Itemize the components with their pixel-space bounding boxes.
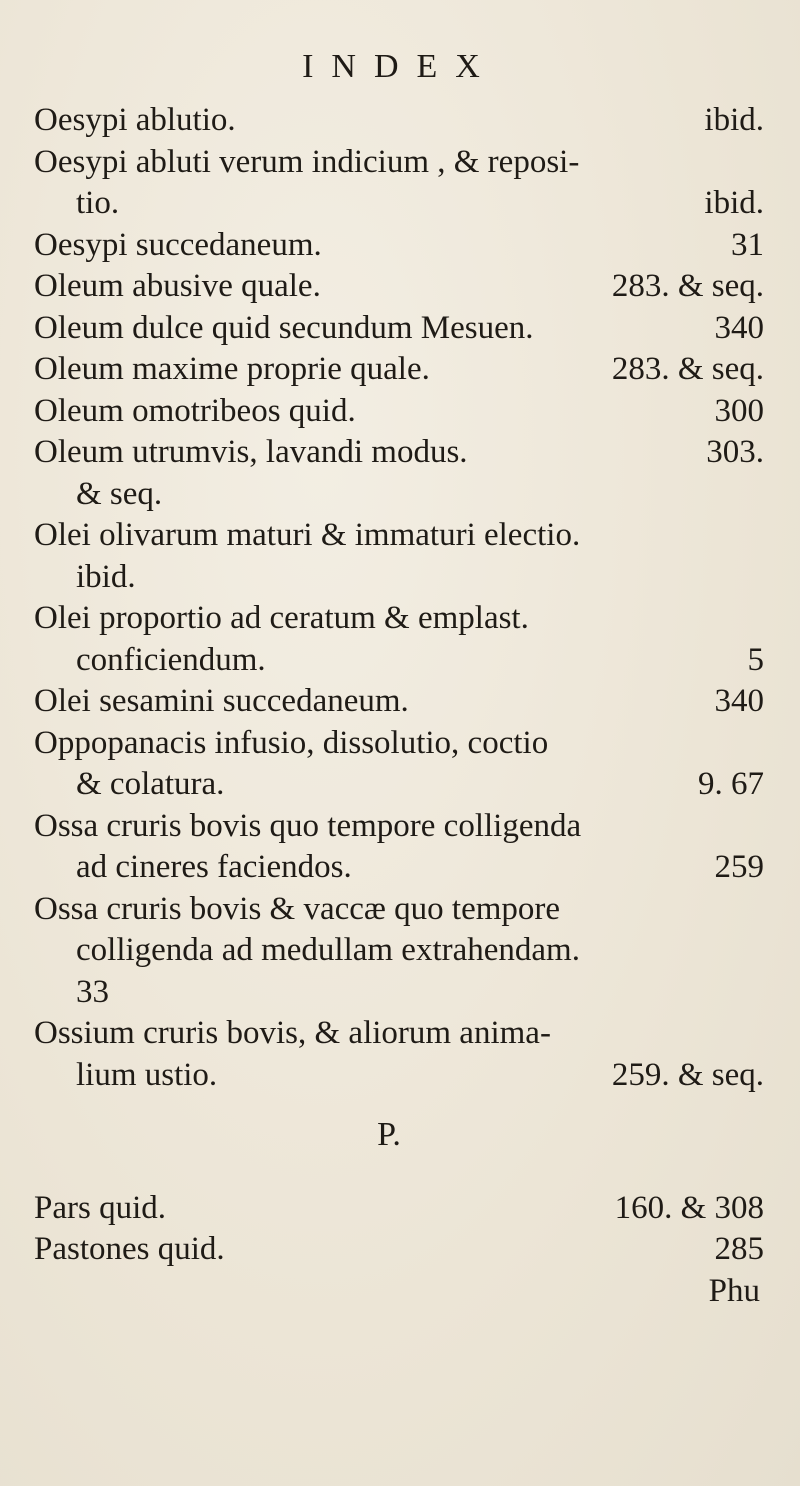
index-entry: [34, 391, 764, 433]
entry-continuation-line: [34, 640, 764, 682]
entry-text: Ossa cruris bovis & vaccæ quo tempore: [34, 890, 561, 927]
entry-page-ref: ibid.: [704, 185, 764, 221]
entry-page-ref: 340: [714, 309, 764, 346]
index-entries: [34, 100, 764, 1312]
entry-text: Ossa cruris bovis quo tempore colligenda: [34, 807, 582, 844]
entry-line: [34, 806, 764, 848]
entry-continuation-line: [34, 764, 764, 806]
entry-page-ref: [752, 557, 764, 599]
index-entry: [34, 515, 764, 598]
section-letter: P.: [377, 1116, 401, 1153]
entry-page-ref: [752, 515, 764, 557]
index-entry: [34, 1013, 764, 1096]
entry-text: Oleum maxime proprie quale.: [34, 351, 430, 387]
entry-line: [34, 1229, 764, 1271]
entry-text: & seq.: [76, 475, 163, 512]
entry-group-o: [34, 100, 764, 1096]
entry-text: ibid.: [76, 558, 136, 595]
entry-continuation-line: [34, 557, 764, 599]
index-entry: [34, 266, 764, 308]
entry-continuation-line: [34, 183, 764, 225]
index-entry: [34, 598, 764, 681]
entry-continuation-line: [34, 930, 764, 972]
catchword: Phu: [708, 1272, 760, 1309]
entry-page-ref: 31: [731, 226, 764, 263]
entry-text: colligenda ad medullam extrahendam.: [76, 932, 580, 968]
entry-line: [34, 889, 764, 931]
entry-line: [34, 1188, 764, 1230]
index-entry: [34, 723, 764, 806]
entry-continuation-line: [34, 847, 764, 889]
entry-line: [34, 391, 764, 433]
entry-text: 33: [76, 973, 109, 1010]
entry-page-ref: 283. & seq.: [611, 268, 764, 304]
entry-line: [34, 1013, 764, 1055]
entry-text: lium ustio.: [76, 1056, 218, 1093]
entry-continuation-line: [34, 972, 764, 1014]
entry-page-ref: 259. & seq.: [611, 1056, 764, 1093]
entry-text: Oppopanacis infusio, dissolutio, coctio: [34, 724, 549, 761]
entry-page-ref: 300: [714, 392, 764, 429]
entry-line: [34, 308, 764, 350]
entry-text: tio.: [76, 185, 120, 221]
entry-page-ref: 160. & 308: [614, 1189, 764, 1226]
index-entry: [34, 225, 764, 267]
running-head: INDEX: [302, 48, 498, 85]
entry-line: [34, 598, 764, 640]
index-entry: [34, 889, 764, 1014]
entry-page-ref: 285: [714, 1231, 764, 1267]
entry-line: [34, 723, 764, 765]
entry-text: Oleum utrumvis, lavandi modus.: [34, 434, 468, 470]
entry-text: Oesypi abluti verum indicium , & reposi-: [34, 143, 580, 180]
index-entry: [34, 432, 764, 515]
entry-continuation-line: [34, 474, 764, 516]
entry-text: Olei olivarum maturi & immaturi electio.: [34, 517, 581, 553]
entry-page-ref: [752, 930, 764, 972]
entry-text: Oleum dulce quid secundum Mesuen.: [34, 309, 534, 346]
entry-page-ref: [752, 598, 764, 640]
entry-page-ref: [752, 889, 764, 931]
entry-text: Oesypi succedaneum.: [34, 226, 322, 263]
entry-text: Pastones quid.: [34, 1231, 225, 1267]
entry-page-ref: [752, 142, 764, 184]
index-entry: [34, 1229, 764, 1271]
entry-text: & colatura.: [76, 766, 225, 802]
entry-text: Ossium cruris bovis, & aliorum anima-: [34, 1015, 551, 1051]
entry-page-ref: 283. & seq.: [611, 351, 764, 387]
entry-text: Oesypi ablutio.: [34, 102, 236, 138]
entry-page-ref: [752, 1013, 764, 1055]
entry-page-ref: 340: [714, 683, 764, 719]
entry-page-ref: [752, 972, 764, 1014]
entry-group-p: [34, 1188, 764, 1271]
entry-line: [34, 432, 764, 474]
entry-text: Oleum abusive quale.: [34, 268, 321, 304]
index-entry: [34, 681, 764, 723]
entry-text: Olei sesamini succedaneum.: [34, 683, 409, 719]
index-entry: [34, 308, 764, 350]
entry-text: Oleum omotribeos quid.: [34, 392, 356, 429]
index-entry: [34, 100, 764, 142]
entry-page-ref: [752, 806, 764, 848]
entry-text: ad cineres faciendos.: [76, 849, 352, 885]
entry-page-ref: [752, 474, 764, 516]
entry-line: [34, 100, 764, 142]
entry-page-ref: 259: [714, 849, 764, 885]
entry-text: Pars quid.: [34, 1189, 166, 1226]
index-entry: [34, 806, 764, 889]
entry-page-ref: [752, 723, 764, 765]
entry-continuation-line: [34, 1055, 764, 1097]
entry-line: [34, 225, 764, 267]
index-entry: [34, 1188, 764, 1230]
entry-line: [34, 349, 764, 391]
entry-text: Olei proportio ad ceratum & emplast.: [34, 600, 529, 636]
entry-text: conficiendum.: [76, 641, 266, 678]
entry-page-ref: ibid.: [704, 102, 764, 138]
index-entry: [34, 349, 764, 391]
index-entry: [34, 142, 764, 225]
entry-line: [34, 515, 764, 557]
entry-line: [34, 266, 764, 308]
entry-page-ref: 303.: [706, 434, 764, 470]
entry-line: [34, 142, 764, 184]
entry-page-ref: 5: [747, 641, 764, 678]
entry-page-ref: 9. 67: [698, 766, 764, 802]
entry-line: [34, 681, 764, 723]
